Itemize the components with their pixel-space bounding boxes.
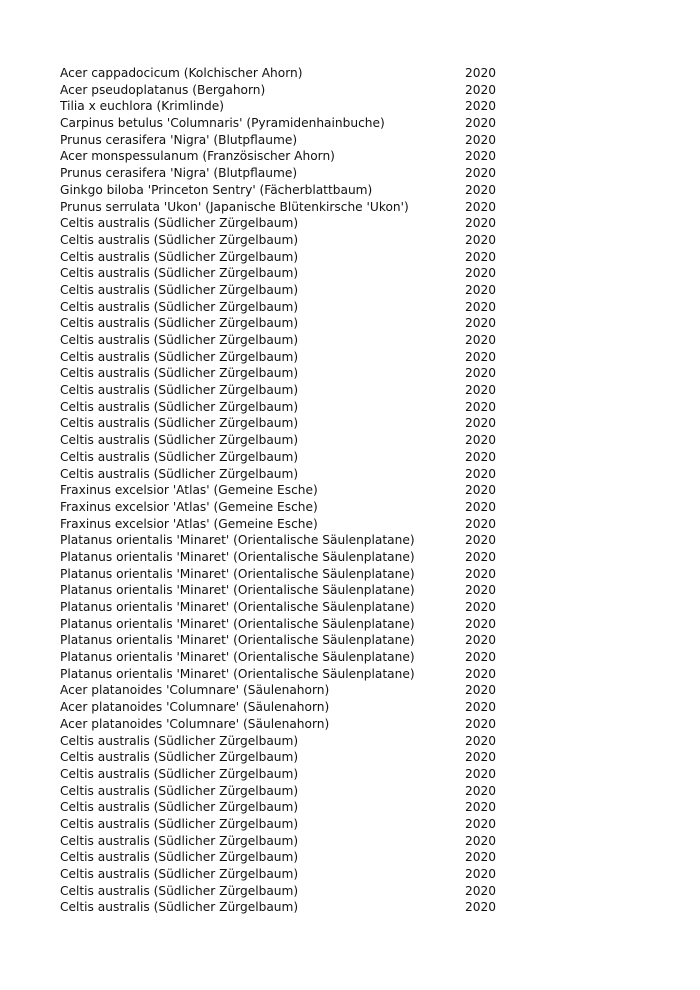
tree-name-cell: Acer monspessulanum (Französischer Ahorn) <box>60 149 335 164</box>
year-cell: 2020 <box>465 816 497 831</box>
table-row <box>60 466 620 483</box>
table-row <box>60 516 620 533</box>
year-cell: 2020 <box>465 299 497 314</box>
table-row <box>60 215 620 232</box>
table-row <box>60 532 620 549</box>
tree-name-cell: Celtis australis (Südlicher Zürgelbaum) <box>60 850 299 865</box>
table-row <box>60 365 620 382</box>
tree-name-cell: Celtis australis (Südlicher Zürgelbaum) <box>60 733 299 748</box>
tree-name-cell: Platanus orientalis 'Minaret' (Orientalische Säulenplatane) <box>60 600 415 614</box>
tree-name-cell: Celtis australis (Südlicher Zürgelbaum) <box>60 750 299 765</box>
table-row <box>60 566 620 583</box>
year-cell: 2020 <box>465 383 497 398</box>
table-row <box>60 282 620 299</box>
tree-name-cell: Platanus orientalis 'Minaret' (Orientalische Säulenplatane) <box>60 616 415 631</box>
year-cell: 2020 <box>465 533 497 548</box>
tree-name-cell: Celtis australis (Südlicher Zürgelbaum) <box>60 833 299 848</box>
year-cell: 2020 <box>465 182 497 197</box>
year-cell: 2020 <box>465 66 497 80</box>
tree-name-cell: Platanus orientalis 'Minaret' (Orientalische Säulenplatane) <box>60 549 415 564</box>
year-cell: 2020 <box>465 750 497 765</box>
table-row <box>60 65 620 82</box>
year-cell: 2020 <box>465 82 497 97</box>
table-row <box>60 849 620 866</box>
year-cell: 2020 <box>465 282 497 297</box>
tree-name-cell: Platanus orientalis 'Minaret' (Orientalische Säulenplatane) <box>60 666 415 681</box>
year-cell: 2020 <box>465 600 497 614</box>
tree-name-cell: Acer platanoides 'Columnare' (Säulenahorn) <box>60 716 330 731</box>
table-row <box>60 232 620 249</box>
table-row <box>60 349 620 366</box>
table-row <box>60 866 620 883</box>
table-row <box>60 549 620 566</box>
tree-name-cell: Tilia x euchlora (Krimlinde) <box>60 99 225 114</box>
tree-name-cell: Platanus orientalis 'Minaret' (Orientalische Säulenplatane) <box>60 566 415 581</box>
year-cell: 2020 <box>465 566 497 581</box>
table-row <box>60 816 620 833</box>
tree-name-cell: Prunus cerasifera 'Nigra' (Blutpflaume) <box>60 166 298 181</box>
year-cell: 2020 <box>465 616 497 631</box>
table-row <box>60 632 620 649</box>
year-cell: 2020 <box>465 766 497 781</box>
table-row <box>60 733 620 750</box>
table-row <box>60 582 620 599</box>
tree-name-cell: Celtis australis (Südlicher Zürgelbaum) <box>60 316 299 331</box>
tree-name-cell: Celtis australis (Südlicher Zürgelbaum) <box>60 216 299 231</box>
tree-name-cell: Prunus cerasifera 'Nigra' (Blutpflaume) <box>60 132 298 147</box>
table-row <box>60 432 620 449</box>
tree-name-cell: Celtis australis (Südlicher Zürgelbaum) <box>60 366 299 381</box>
year-cell: 2020 <box>465 116 497 131</box>
tree-name-cell: Celtis australis (Südlicher Zürgelbaum) <box>60 867 299 881</box>
tree-name-cell: Acer cappadocicum (Kolchischer Ahorn) <box>60 66 303 80</box>
year-cell: 2020 <box>465 783 497 798</box>
table-row <box>60 799 620 816</box>
year-cell: 2020 <box>465 499 497 514</box>
year-cell: 2020 <box>465 416 497 431</box>
year-cell: 2020 <box>465 249 497 264</box>
tree-name-cell: Fraxinus excelsior 'Atlas' (Gemeine Esche) <box>60 516 318 531</box>
table-row <box>60 449 620 466</box>
table-row <box>60 382 620 399</box>
tree-name-cell: Celtis australis (Südlicher Zürgelbaum) <box>60 282 299 297</box>
tree-name-cell: Celtis australis (Südlicher Zürgelbaum) <box>60 816 299 831</box>
table-row <box>60 332 620 349</box>
table-row <box>60 132 620 149</box>
year-cell: 2020 <box>465 316 497 331</box>
year-cell: 2020 <box>465 733 497 748</box>
tree-name-cell: Acer platanoides 'Columnare' (Säulenahorn) <box>60 700 330 715</box>
tree-name-cell: Celtis australis (Südlicher Zürgelbaum) <box>60 349 299 364</box>
year-cell: 2020 <box>465 850 497 865</box>
tree-name-cell: Platanus orientalis 'Minaret' (Orientalische Säulenplatane) <box>60 583 415 598</box>
tree-name-cell: Celtis australis (Südlicher Zürgelbaum) <box>60 249 299 264</box>
year-cell: 2020 <box>465 433 497 448</box>
year-cell: 2020 <box>465 149 497 164</box>
table-row <box>60 98 620 115</box>
year-cell: 2020 <box>465 883 497 898</box>
table-row <box>60 182 620 199</box>
table-row <box>60 883 620 900</box>
table-row <box>60 399 620 416</box>
year-cell: 2020 <box>465 232 497 247</box>
year-cell: 2020 <box>465 132 497 147</box>
year-cell: 2020 <box>465 483 497 498</box>
tree-name-cell: Ginkgo biloba 'Princeton Sentry' (Fächerblattbaum) <box>60 182 373 197</box>
table-row <box>60 115 620 132</box>
year-cell: 2020 <box>465 333 497 347</box>
tree-name-cell: Celtis australis (Südlicher Zürgelbaum) <box>60 399 299 414</box>
year-cell: 2020 <box>465 833 497 848</box>
year-cell: 2020 <box>465 449 497 464</box>
tree-name-cell: Celtis australis (Südlicher Zürgelbaum) <box>60 232 299 247</box>
year-cell: 2020 <box>465 216 497 231</box>
year-cell: 2020 <box>465 650 497 665</box>
table-row <box>60 682 620 699</box>
tree-name-cell: Fraxinus excelsior 'Atlas' (Gemeine Esche) <box>60 483 318 498</box>
table-row <box>60 649 620 666</box>
table-row <box>60 199 620 216</box>
year-cell: 2020 <box>465 366 497 381</box>
table-row <box>60 315 620 332</box>
tree-name-cell: Carpinus betulus 'Columnaris' (Pyramidenhainbuche) <box>60 116 385 131</box>
year-cell: 2020 <box>465 683 497 698</box>
table-row <box>60 783 620 800</box>
year-cell: 2020 <box>465 199 497 214</box>
table-row <box>60 666 620 683</box>
tree-name-cell: Prunus serrulata 'Ukon' (Japanische Blütenkirsche 'Ukon') <box>60 199 409 214</box>
tree-name-cell: Celtis australis (Südlicher Zürgelbaum) <box>60 466 299 481</box>
tree-name-cell: Celtis australis (Südlicher Zürgelbaum) <box>60 299 299 314</box>
year-cell: 2020 <box>465 700 497 715</box>
year-cell: 2020 <box>465 516 497 531</box>
table-row <box>60 766 620 783</box>
year-cell: 2020 <box>465 266 497 281</box>
tree-name-cell: Platanus orientalis 'Minaret' (Orientalische Säulenplatane) <box>60 633 415 648</box>
tree-name-cell: Platanus orientalis 'Minaret' (Orientalische Säulenplatane) <box>60 650 415 665</box>
year-cell: 2020 <box>465 867 497 881</box>
table-row <box>60 265 620 282</box>
tree-name-cell: Celtis australis (Südlicher Zürgelbaum) <box>60 800 299 815</box>
tree-name-cell: Acer platanoides 'Columnare' (Säulenahorn) <box>60 683 330 698</box>
table-row <box>60 499 620 516</box>
table-row <box>60 482 620 499</box>
tree-name-cell: Celtis australis (Südlicher Zürgelbaum) <box>60 433 299 448</box>
table-row <box>60 415 620 432</box>
year-cell: 2020 <box>465 716 497 731</box>
table-row <box>60 749 620 766</box>
year-cell: 2020 <box>465 549 497 564</box>
table-row <box>60 249 620 266</box>
year-cell: 2020 <box>465 800 497 815</box>
tree-name-cell: Celtis australis (Südlicher Zürgelbaum) <box>60 266 299 281</box>
tree-name-cell: Fraxinus excelsior 'Atlas' (Gemeine Esche) <box>60 499 318 514</box>
table-row <box>60 165 620 182</box>
table-row <box>60 899 620 916</box>
table-row <box>60 699 620 716</box>
table-row <box>60 299 620 316</box>
tree-name-cell: Celtis australis (Südlicher Zürgelbaum) <box>60 883 299 898</box>
year-cell: 2020 <box>465 583 497 598</box>
tree-name-cell: Celtis australis (Südlicher Zürgelbaum) <box>60 766 299 781</box>
tree-name-cell: Celtis australis (Südlicher Zürgelbaum) <box>60 416 299 431</box>
table-row <box>60 616 620 633</box>
table-row <box>60 833 620 850</box>
tree-name-cell: Acer pseudoplatanus (Bergahorn) <box>60 82 266 97</box>
tree-name-cell: Platanus orientalis 'Minaret' (Orientalische Säulenplatane) <box>60 533 415 548</box>
tree-name-cell: Celtis australis (Südlicher Zürgelbaum) <box>60 333 299 347</box>
table-row <box>60 599 620 616</box>
tree-list-table <box>60 65 620 916</box>
table-row <box>60 82 620 99</box>
year-cell: 2020 <box>465 349 497 364</box>
tree-name-cell: Celtis australis (Südlicher Zürgelbaum) <box>60 783 299 798</box>
year-cell: 2020 <box>465 399 497 414</box>
year-cell: 2020 <box>465 633 497 648</box>
year-cell: 2020 <box>465 166 497 181</box>
year-cell: 2020 <box>465 666 497 681</box>
tree-name-cell: Celtis australis (Südlicher Zürgelbaum) <box>60 449 299 464</box>
year-cell: 2020 <box>465 99 497 114</box>
year-cell: 2020 <box>465 466 497 481</box>
year-cell: 2020 <box>465 900 497 915</box>
table-row <box>60 716 620 733</box>
table-row <box>60 148 620 165</box>
tree-name-cell: Celtis australis (Südlicher Zürgelbaum) <box>60 900 299 915</box>
tree-name-cell: Celtis australis (Südlicher Zürgelbaum) <box>60 383 299 398</box>
